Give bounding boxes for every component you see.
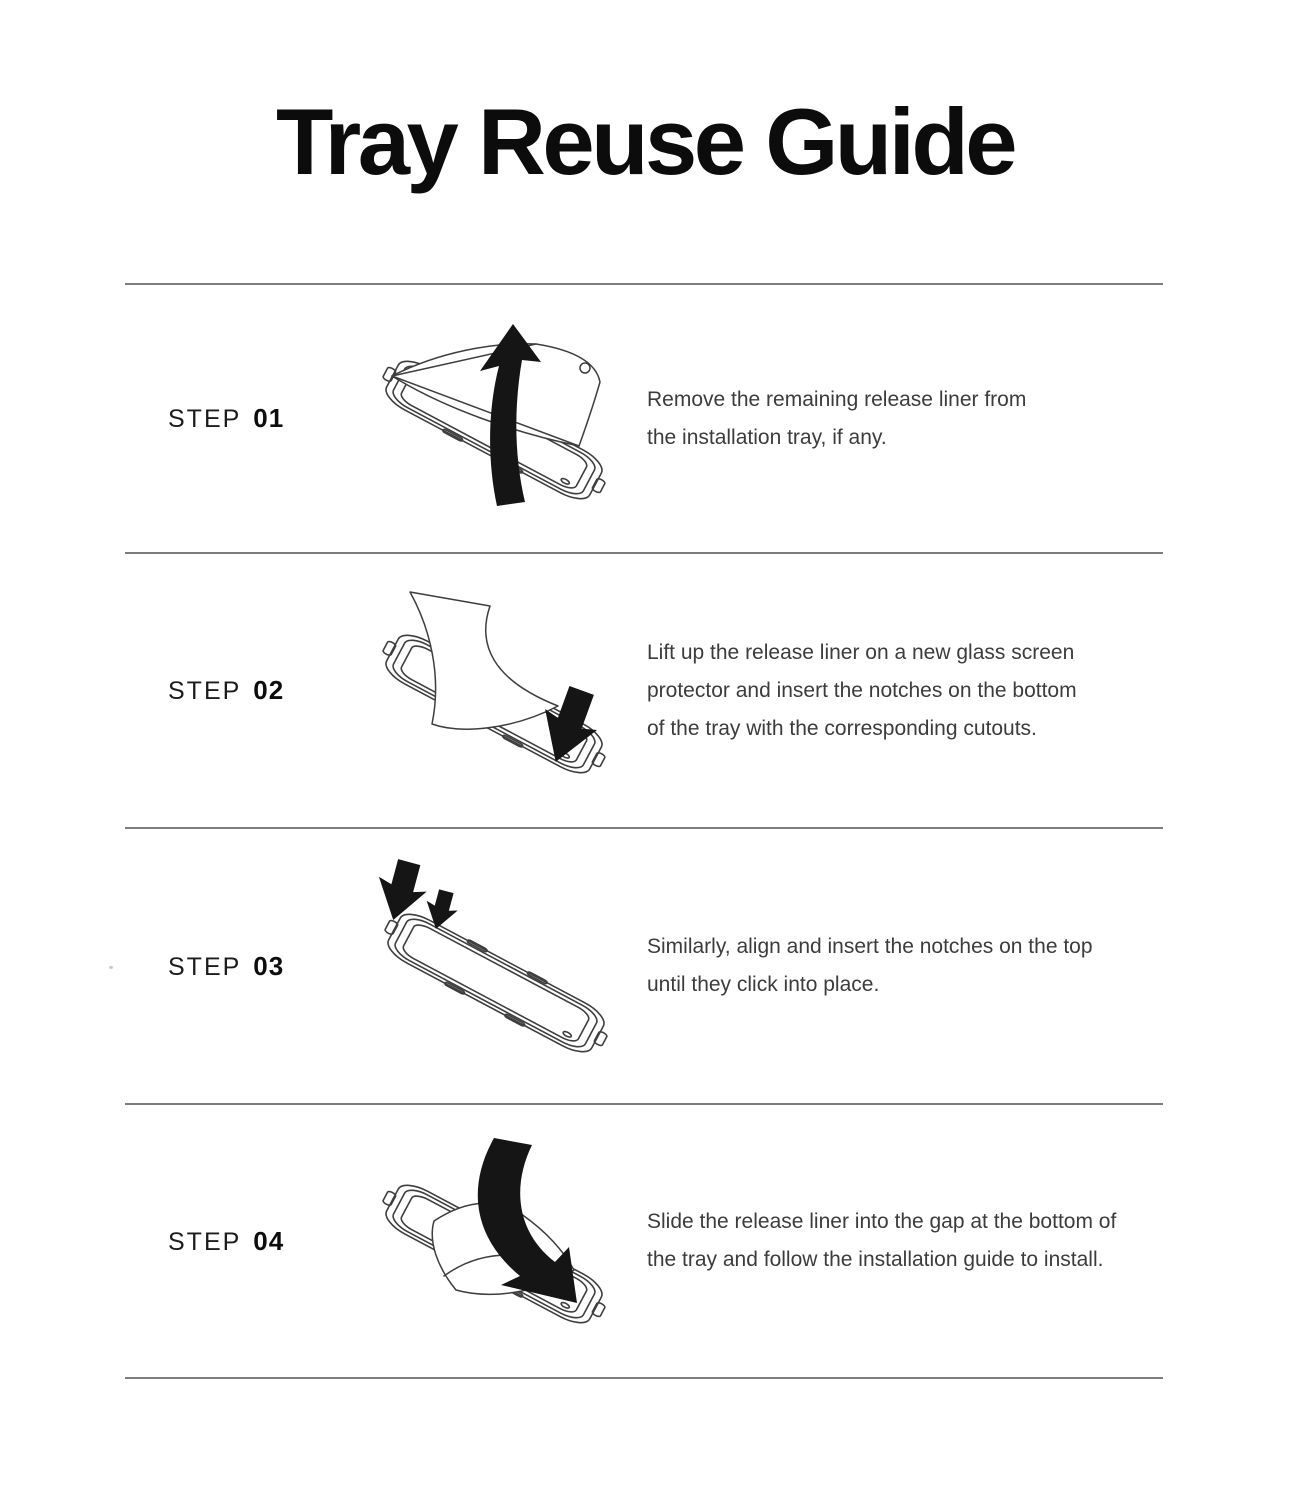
description-line: until they click into place. (647, 973, 880, 996)
tray-liner-slide-curved-arrow-icon (344, 1126, 644, 1356)
step-illustration-03 (340, 851, 647, 1081)
step-illustration-02 (340, 576, 647, 806)
steps-list (125, 283, 1163, 1379)
step-number: 01 (253, 403, 285, 433)
description-line: Slide the release liner into the gap at the bottom of (647, 1210, 1117, 1233)
step-row-02 (125, 552, 1163, 827)
step-label-01 (125, 403, 340, 434)
description-line: Remove the remaining release liner from (647, 387, 1027, 411)
step-word: STEP (168, 677, 242, 705)
page-title: Tray Reuse Guide (275, 88, 1015, 194)
step-description-01 (647, 381, 1163, 457)
step-number: 03 (253, 950, 285, 981)
step-word: STEP (168, 952, 242, 981)
step-label-03 (125, 951, 340, 982)
description-line: the installation tray, if any. (647, 425, 887, 449)
step-illustration-04 (340, 1126, 647, 1356)
title-section (0, 0, 1290, 283)
step-row-03 (125, 827, 1163, 1103)
step-description-02 (647, 634, 1163, 748)
step-row-04 (125, 1103, 1163, 1379)
step-description-03 (647, 928, 1163, 1004)
description-line: of the tray with the corresponding cutouts. (647, 716, 1037, 740)
step-number: 04 (253, 1225, 285, 1256)
step-number: 02 (253, 675, 285, 705)
tray-liner-peel-up-arrow-icon (344, 304, 644, 534)
stray-mark (109, 966, 113, 969)
description-line: the tray and follow the installation guide to install. (647, 1248, 1104, 1271)
tray-liner-insert-down-arrow-icon (344, 576, 644, 806)
step-illustration-01 (340, 304, 647, 534)
step-label-02 (125, 675, 340, 706)
description-line: Lift up the release liner on a new glass screen (647, 640, 1075, 664)
chevron-down-icon (369, 856, 433, 927)
tray-double-chevron-click-icon (344, 851, 644, 1081)
step-word: STEP (168, 405, 242, 433)
step-label-04 (125, 1226, 340, 1257)
description-line: Similarly, align and insert the notches on the top (647, 935, 1093, 958)
description-line: protector and insert the notches on the bottom (647, 678, 1077, 702)
step-row-01 (125, 283, 1163, 552)
step-description-04 (647, 1203, 1163, 1279)
tray-outline (375, 903, 616, 1064)
step-word: STEP (168, 1227, 242, 1256)
